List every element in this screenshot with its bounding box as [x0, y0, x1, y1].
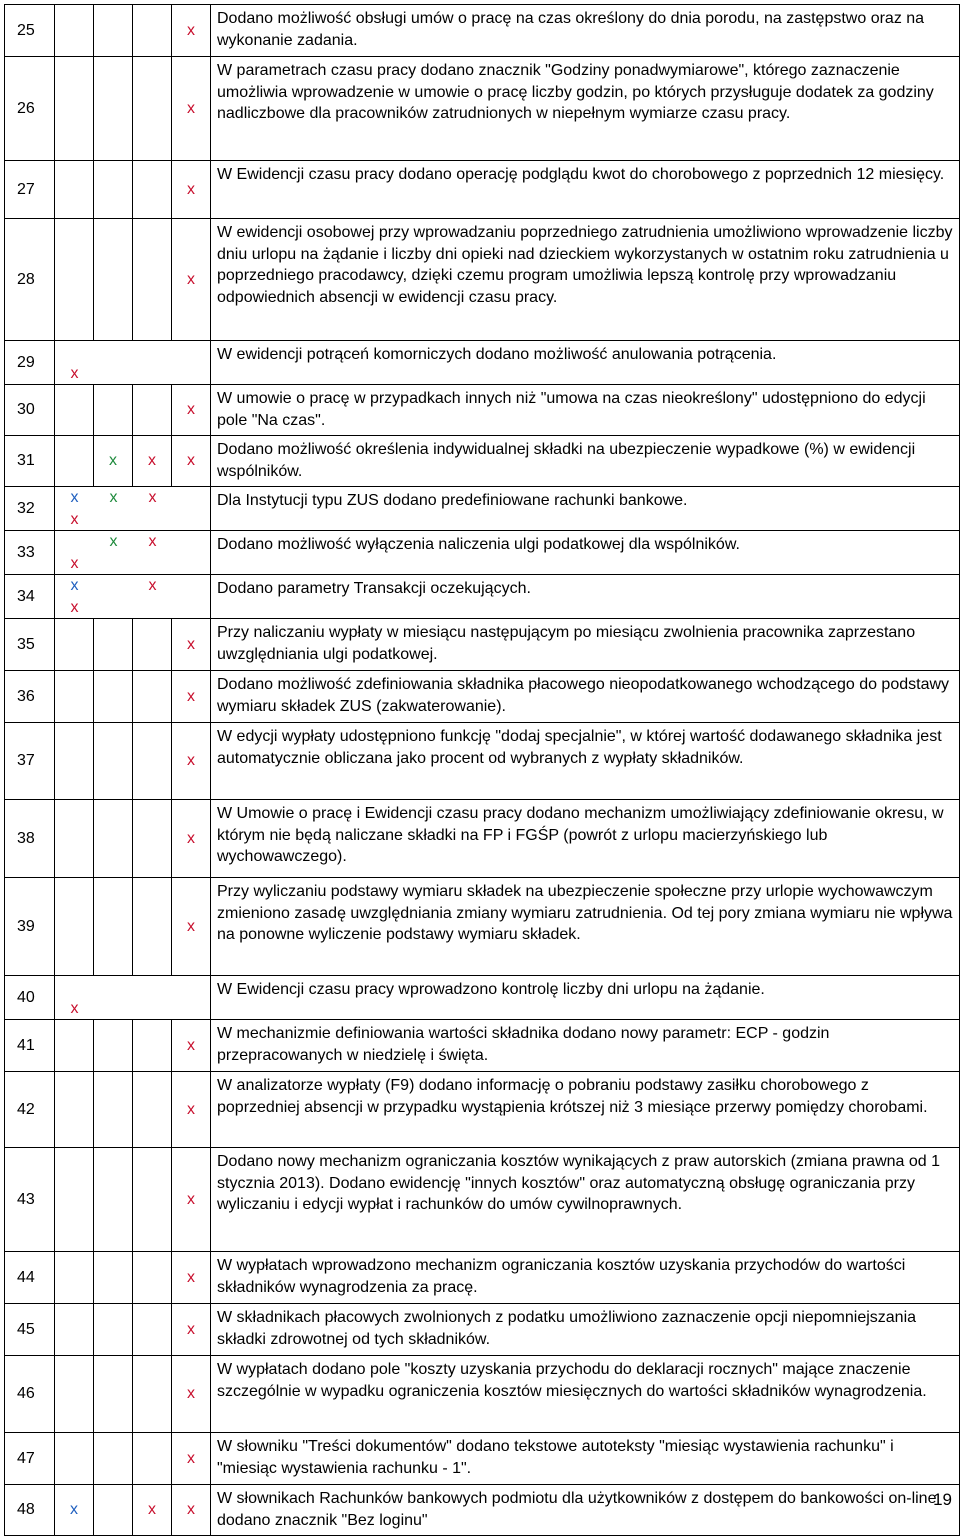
row-number: 46 [5, 1356, 55, 1433]
version-mark [55, 161, 94, 219]
table-row [5, 800, 960, 878]
version-mark [133, 57, 172, 161]
version-mark: x [172, 436, 211, 487]
change-description: Dla Instytucji typu ZUS dodano predefiniowane rachunki bankowe. [211, 487, 960, 531]
table-row [5, 976, 960, 1020]
changelog-table-body [5, 5, 960, 1536]
version-mark: x [172, 671, 211, 723]
change-description: W słowniku "Treści dokumentów" dodano tekstowe autoteksty "miesiąc wystawienia rachunku" i "miesiąc wystawienia rachunku - 1". [211, 1433, 960, 1485]
version-mark [94, 1356, 133, 1433]
row-number: 28 [5, 219, 55, 341]
row-number: 40 [5, 976, 55, 1020]
change-description: W Ewidencji czasu pracy wprowadzono kontrolę liczby dni urlopu na żądanie. [211, 976, 960, 1020]
version-mark: x [172, 619, 211, 671]
row-number: 27 [5, 161, 55, 219]
table-row [5, 161, 960, 219]
version-mark: x [133, 1485, 172, 1536]
version-mark: x [172, 1433, 211, 1485]
version-mark: x [70, 364, 79, 382]
change-description: W ewidencji osobowej przy wprowadzaniu poprzedniego zatrudnienia umożliwiono wprowadzenie liczby dniu urlopu na żądanie i liczby dni opieki nad dzieckiem wykorzystanych w ostatnim roku zatrudnienia u poprzedniego pracodawcy, dzięki czemu program umożliwia lepszą kontrolę przy wprowadzaniu odpowiednich absencji w ewidencji czasu pracy. [211, 219, 960, 341]
version-mark [94, 219, 133, 341]
version-mark [133, 1356, 172, 1433]
change-description: W Umowie o pracę i Ewidencji czasu pracy dodano mechanizm umożliwiający zdefiniowanie okresu, w którym nie będą naliczane składki na FP i FGŚP (powrót z urlopu macierzyńskiego lub wychowawczego). [211, 800, 960, 878]
change-description: Dodano parametry Transakcji oczekujących. [211, 575, 960, 619]
table-row [5, 1252, 960, 1304]
row-number: 36 [5, 671, 55, 723]
version-mark [133, 671, 172, 723]
row-number: 29 [5, 341, 55, 385]
table-row [5, 671, 960, 723]
version-mark: x [148, 577, 157, 594]
version-mark [94, 723, 133, 800]
table-row [5, 1485, 960, 1536]
version-mark [94, 385, 133, 436]
change-description: W ewidencji potrąceń komorniczych dodano możliwość anulowania potrącenia. [211, 341, 960, 385]
table-row [5, 575, 960, 619]
version-mark: x [172, 1148, 211, 1252]
version-mark [94, 161, 133, 219]
row-number: 31 [5, 436, 55, 487]
version-mark [133, 1072, 172, 1148]
change-description: W umowie o pracę w przypadkach innych niż "umowa na czas nieokreślony" udostępniono do edycji pole "Na czas". [211, 385, 960, 436]
row-number: 33 [5, 531, 55, 575]
change-description: Przy wyliczaniu podstawy wymiaru składek na ubezpieczenie społeczne przy urlopie wychowawczym zmieniono zasadę uwzględniania zmiany wymiaru zatrudnienia. Od tej pory zmiana wymiaru nie wpływa na ponowne wyliczenie podstawy wymiaru składek. [211, 878, 960, 976]
version-mark: x [55, 1485, 94, 1536]
table-row [5, 1072, 960, 1148]
version-mark [133, 723, 172, 800]
version-mark [133, 385, 172, 436]
table-row [5, 1304, 960, 1356]
version-mark [133, 1020, 172, 1072]
table-row [5, 531, 960, 575]
version-mark: x [133, 436, 172, 487]
version-mark: x [172, 161, 211, 219]
version-mark [133, 219, 172, 341]
version-mark: x [172, 1304, 211, 1356]
version-mark: x [172, 57, 211, 161]
version-mark: x [172, 385, 211, 436]
table-row [5, 487, 960, 531]
version-mark [94, 1304, 133, 1356]
row-marks [55, 575, 211, 619]
change-description: W mechanizmie definiowania wartości składnika dodano nowy parametr: ECP - godzin przepracowanych w niedzielę i święta. [211, 1020, 960, 1072]
version-mark [55, 1020, 94, 1072]
change-description: Dodano nowy mechanizm ograniczania kosztów wynikających z praw autorskich (zmiana prawna od 1 stycznia 2013). Dodano ewidencję "innych kosztów" oraz automatyczną obsługę ograniczania przy wyliczaniu i edycji wypłat i rachunków do umów cywilnoprawnych. [211, 1148, 960, 1252]
change-description: W wypłatach dodano pole "koszty uzyskania przychodu do deklaracji rocznych" mające znaczenie szczególnie w wypadku ograniczenia kosztów miesięcznych do wartości składników wynagrodzenia. [211, 1356, 960, 1433]
change-description: W edycji wypłaty udostępniono funkcję "dodaj specjalnie", w której wartość dodawanego składnika jest automatycznie obliczana jako procent od wybranych z wypłaty składników. [211, 723, 960, 800]
version-mark [55, 878, 94, 976]
change-description: W analizatorze wypłaty (F9) dodano informację o pobraniu podstawy zasiłku chorobowego z poprzedniej absencji w przypadku wystąpienia krótszej niż 3 miesiące przerwy pomiędzy chorobami. [211, 1072, 960, 1148]
version-mark: x [109, 533, 118, 550]
row-number: 34 [5, 575, 55, 619]
version-mark: x [172, 723, 211, 800]
version-mark [55, 57, 94, 161]
table-row [5, 57, 960, 161]
version-mark: x [70, 554, 79, 572]
change-description: W składnikach płacowych zwolnionych z podatku umożliwiono zaznaczenie opcji niepomniejszania składki zdrowotnej od tych składników. [211, 1304, 960, 1356]
row-number: 43 [5, 1148, 55, 1252]
row-marks [55, 341, 211, 385]
row-number: 35 [5, 619, 55, 671]
table-row [5, 1356, 960, 1433]
version-mark: x [172, 5, 211, 57]
version-mark: x [172, 800, 211, 878]
version-mark: x [172, 219, 211, 341]
row-number: 42 [5, 1072, 55, 1148]
version-mark [133, 161, 172, 219]
row-number: 41 [5, 1020, 55, 1072]
version-mark [55, 1356, 94, 1433]
change-description: Dodano możliwość określenia indywidualnej składki na ubezpieczenie wypadkowe (%) w ewidencji wspólników. [211, 436, 960, 487]
row-number: 37 [5, 723, 55, 800]
version-mark [55, 723, 94, 800]
table-row [5, 436, 960, 487]
row-number: 38 [5, 800, 55, 878]
version-mark: x [70, 999, 79, 1017]
row-number: 47 [5, 1433, 55, 1485]
table-row [5, 219, 960, 341]
row-number: 26 [5, 57, 55, 161]
table-row [5, 878, 960, 976]
version-mark [94, 800, 133, 878]
version-mark [133, 619, 172, 671]
version-mark [94, 1148, 133, 1252]
version-mark [55, 1304, 94, 1356]
table-row [5, 1020, 960, 1072]
row-marks [55, 531, 211, 575]
version-mark: x [172, 1020, 211, 1072]
row-number: 48 [5, 1485, 55, 1536]
table-row [5, 1148, 960, 1252]
change-description: Dodano możliwość wyłączenia naliczenia ulgi podatkowej dla wspólników. [211, 531, 960, 575]
change-description: Dodano możliwość zdefiniowania składnika płacowego nieopodatkowanego wchodzącego do podstawy wymiaru składek ZUS (zakwaterowanie). [211, 671, 960, 723]
version-mark [94, 671, 133, 723]
version-mark [55, 671, 94, 723]
version-mark [133, 1252, 172, 1304]
version-mark [133, 1304, 172, 1356]
table-row [5, 341, 960, 385]
version-mark: x [70, 510, 79, 528]
row-number: 30 [5, 385, 55, 436]
version-mark: x [172, 1072, 211, 1148]
change-description: W Ewidencji czasu pracy dodano operację podglądu kwot do chorobowego z poprzednich 12 miesięcy. [211, 161, 960, 219]
change-description: W wypłatach wprowadzono mechanizm ograniczania kosztów uzyskania przychodów do wartości składników wynagrodzenia za pracę. [211, 1252, 960, 1304]
version-mark: x [172, 1356, 211, 1433]
version-mark: x [70, 489, 79, 506]
version-mark [133, 800, 172, 878]
row-number: 39 [5, 878, 55, 976]
version-mark [55, 385, 94, 436]
table-row [5, 723, 960, 800]
version-mark [94, 1072, 133, 1148]
version-mark [55, 5, 94, 57]
row-number: 25 [5, 5, 55, 57]
changelog-table [4, 4, 960, 1536]
change-description: Dodano możliwość obsługi umów o pracę na czas określony do dnia porodu, na zastępstwo oraz na wykonanie zadania. [211, 5, 960, 57]
table-row [5, 5, 960, 57]
row-number: 44 [5, 1252, 55, 1304]
version-mark: x [70, 598, 79, 616]
version-mark: x [94, 436, 133, 487]
version-mark: x [172, 1485, 211, 1536]
version-mark [94, 619, 133, 671]
version-mark [133, 5, 172, 57]
row-number: 45 [5, 1304, 55, 1356]
version-mark: x [70, 577, 79, 594]
version-mark [94, 5, 133, 57]
version-mark: x [172, 1252, 211, 1304]
version-mark [94, 1433, 133, 1485]
change-description: Przy naliczaniu wypłaty w miesiącu następującym po miesiącu zwolnienia pracownika zaprzestano uwzględniania ulgi podatkowej. [211, 619, 960, 671]
version-mark [55, 800, 94, 878]
version-mark [55, 1072, 94, 1148]
version-mark: x [148, 533, 157, 550]
version-mark [133, 1148, 172, 1252]
version-mark [94, 1485, 133, 1536]
page-number: 19 [933, 1490, 952, 1509]
row-marks [55, 487, 211, 531]
version-mark: x [109, 489, 118, 506]
version-mark [55, 1252, 94, 1304]
version-mark [55, 1148, 94, 1252]
version-mark [133, 1433, 172, 1485]
version-mark [94, 57, 133, 161]
row-marks [55, 976, 211, 1020]
table-row [5, 1433, 960, 1485]
change-description: W parametrach czasu pracy dodano znacznik "Godziny ponadwymiarowe", którego zaznaczenie umożliwia wprowadzenie w umowie o pracę liczby godzin, po których przysługuje dodatek za godziny nadliczbowe dla pracowników zatrudnionych w niepełnym wymiarze czasu pracy. [211, 57, 960, 161]
version-mark [94, 1020, 133, 1072]
version-mark [94, 878, 133, 976]
version-mark [133, 878, 172, 976]
version-mark [55, 436, 94, 487]
version-mark [55, 1433, 94, 1485]
row-number: 32 [5, 487, 55, 531]
table-row [5, 385, 960, 436]
version-mark [94, 1252, 133, 1304]
version-mark [55, 619, 94, 671]
version-mark [55, 219, 94, 341]
version-mark: x [148, 489, 157, 506]
change-description: W słownikach Rachunków bankowych podmiotu dla użytkowników z dostępem do bankowości on-line dodano znacznik "Bez loginu" [211, 1485, 960, 1536]
version-mark: x [172, 878, 211, 976]
table-row [5, 619, 960, 671]
